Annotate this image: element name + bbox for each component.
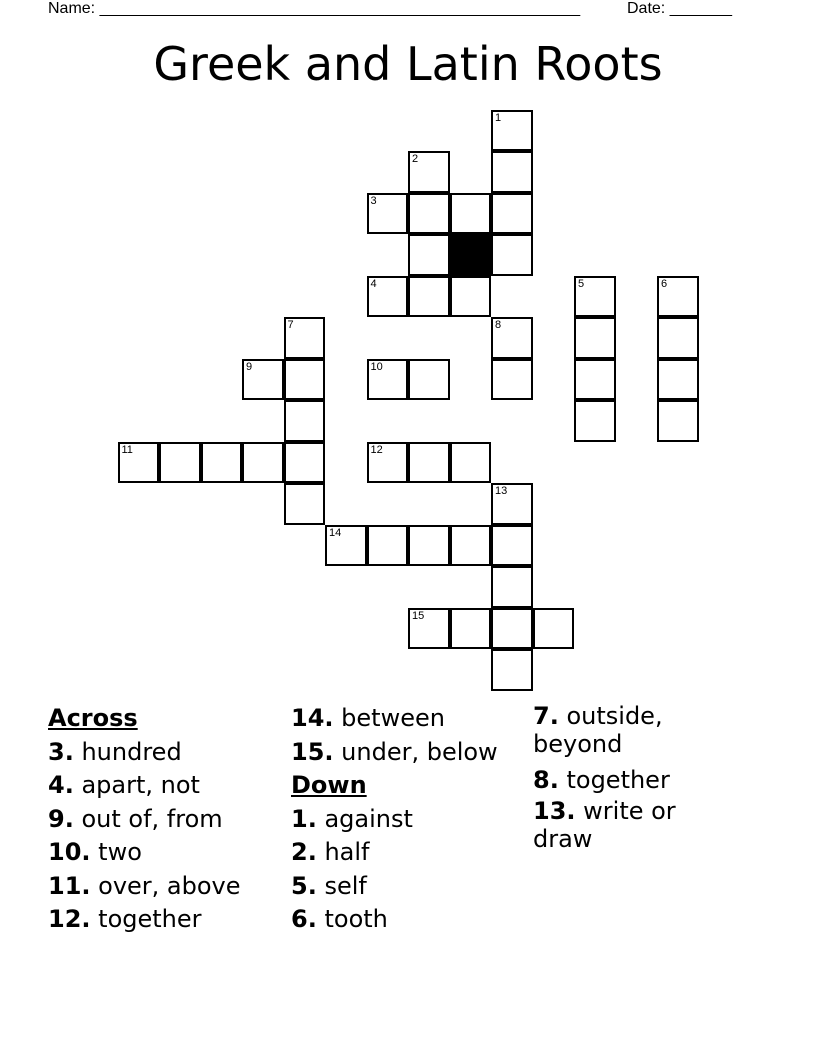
clue-column-3 [533, 702, 733, 859]
cell-number: 8 [495, 319, 502, 331]
grid-cell[interactable] [491, 608, 533, 650]
grid-cell[interactable] [491, 525, 533, 567]
cell-number: 10 [370, 360, 383, 373]
grid-cell[interactable] [284, 359, 326, 401]
clue-down-2: 2. half [291, 838, 370, 866]
grid-cell[interactable] [450, 525, 492, 567]
clue-across-15: 15. under, below [291, 737, 498, 766]
clue-across-12: 12. together [48, 905, 202, 933]
grid-cell[interactable] [491, 193, 533, 235]
grid-cell[interactable] [242, 359, 284, 401]
cell-number: 14 [329, 526, 342, 539]
grid-cell[interactable] [408, 193, 450, 235]
grid-cell[interactable] [657, 359, 699, 401]
cell-number: 12 [370, 443, 383, 456]
clue-down-8: 8. together [533, 765, 670, 794]
grid-cell[interactable] [201, 442, 243, 484]
clue-across-9: 9. out of, from [48, 804, 223, 833]
across-heading: Across [48, 704, 138, 732]
grid-cell[interactable] [491, 359, 533, 401]
grid-cell[interactable] [408, 442, 450, 484]
grid-cell[interactable] [367, 193, 409, 235]
grid-cell[interactable] [367, 276, 409, 318]
grid-cell[interactable] [408, 525, 450, 567]
cell-number: 2 [412, 153, 419, 165]
grid-cell[interactable] [491, 317, 533, 359]
grid-cell[interactable] [367, 359, 409, 401]
grid-cell[interactable] [491, 110, 533, 152]
grid-cell[interactable] [325, 525, 367, 567]
grid-cell[interactable] [284, 400, 326, 442]
clue-column-1 [48, 702, 283, 937]
clue-across-14: 14. between [291, 704, 445, 732]
grid-cell[interactable] [118, 442, 160, 484]
clue-down-13: 13. write or draw [533, 797, 676, 853]
date-line: Date: _______ [627, 0, 732, 17]
grid-cell[interactable] [450, 276, 492, 318]
cell-number: 6 [661, 277, 668, 290]
clue-across-3: 3. hundred [48, 737, 182, 766]
grid-cell[interactable] [574, 276, 616, 318]
grid-cell[interactable] [657, 400, 699, 442]
grid-block [450, 234, 492, 276]
grid-cell[interactable] [574, 359, 616, 401]
clue-across-11: 11. over, above [48, 871, 241, 900]
grid-cell[interactable] [657, 317, 699, 359]
grid-cell[interactable] [284, 442, 326, 484]
cell-number: 15 [412, 609, 425, 622]
cell-number: 9 [246, 360, 253, 373]
grid-cell[interactable] [491, 151, 533, 193]
grid-cell[interactable] [408, 608, 450, 650]
grid-cell[interactable] [574, 400, 616, 442]
down-heading: Down [291, 771, 367, 799]
clue-down-6: 6. tooth [291, 905, 388, 933]
clue-across-10: 10. two [48, 838, 142, 866]
grid-cell[interactable] [657, 276, 699, 318]
grid-cell[interactable] [367, 525, 409, 567]
grid-cell[interactable] [491, 234, 533, 276]
grid-cell[interactable] [491, 566, 533, 608]
grid-cell[interactable] [408, 276, 450, 318]
grid-cell[interactable] [408, 359, 450, 401]
clue-down-1: 1. against [291, 804, 413, 833]
grid-cell[interactable] [450, 442, 492, 484]
clue-down-7: 7. outside, beyond [533, 702, 663, 758]
grid-cell[interactable] [533, 608, 575, 650]
cell-number: 7 [287, 319, 294, 331]
grid-cell[interactable] [408, 151, 450, 193]
grid-cell[interactable] [408, 234, 450, 276]
cell-number: 4 [370, 277, 377, 290]
grid-cell[interactable] [242, 442, 284, 484]
cell-number: 1 [495, 111, 502, 124]
grid-cell[interactable] [284, 317, 326, 359]
name-line: Name: ______________________________________________________ [48, 0, 581, 17]
grid-cell[interactable] [159, 442, 201, 484]
grid-cell[interactable] [450, 608, 492, 650]
page-title: Greek and Latin Roots [153, 37, 663, 91]
cell-number: 13 [495, 485, 508, 497]
cell-number: 5 [578, 277, 585, 290]
cell-number: 11 [121, 443, 133, 456]
cell-number: 3 [370, 194, 377, 207]
clue-down-5: 5. self [291, 871, 367, 900]
grid-cell[interactable] [367, 442, 409, 484]
grid-cell[interactable] [491, 649, 533, 691]
grid-cell[interactable] [491, 483, 533, 525]
grid-cell[interactable] [450, 193, 492, 235]
grid-cell[interactable] [574, 317, 616, 359]
grid-cell[interactable] [284, 483, 326, 525]
clue-column-2 [291, 702, 531, 937]
clue-across-4: 4. apart, not [48, 771, 200, 799]
